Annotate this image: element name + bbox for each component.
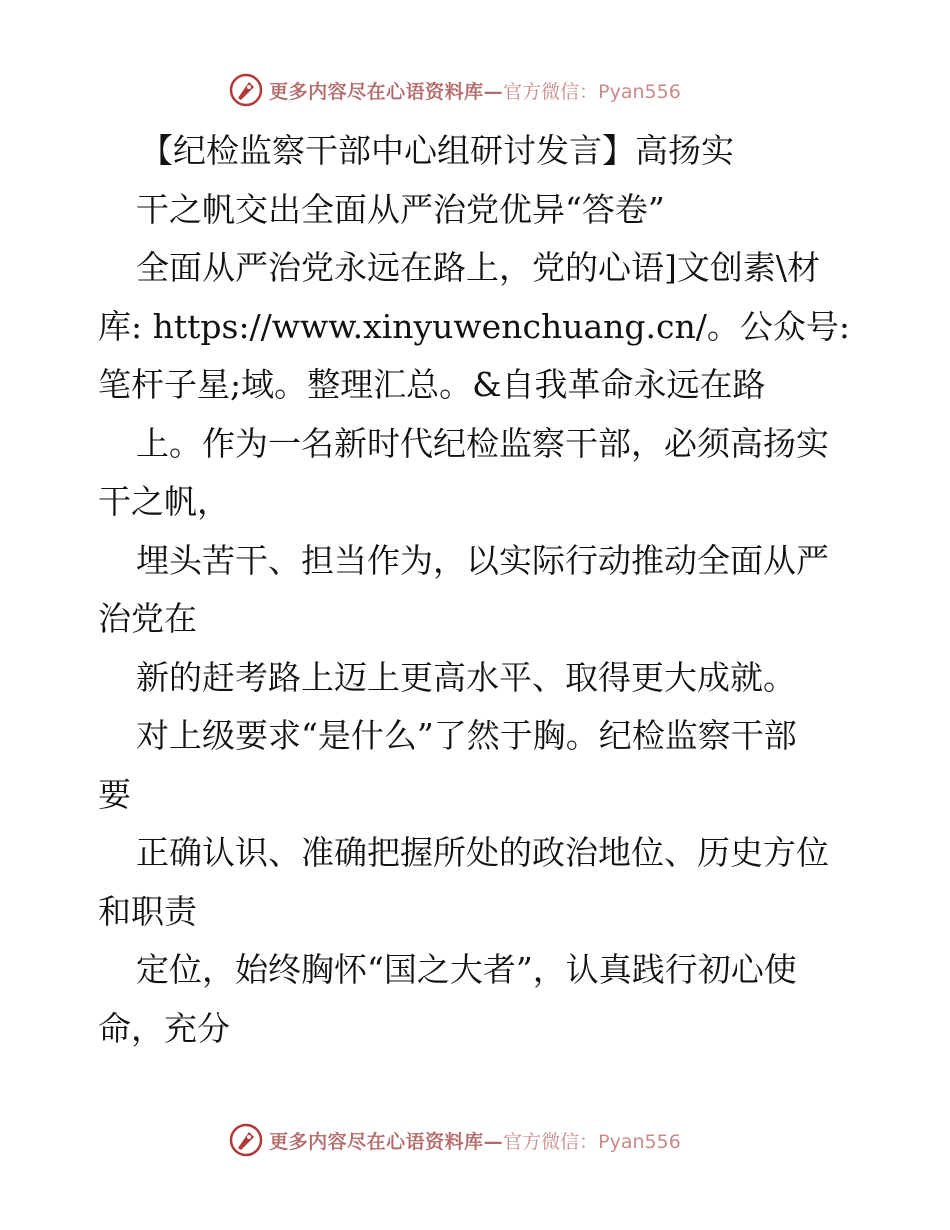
title-line-2: 干之帆交出全面从严治党优异“答卷” xyxy=(136,189,665,229)
body-line: 全面从严治党永远在路上，党的心语]文创素\材 xyxy=(136,248,820,287)
body-line: 治党在 xyxy=(98,599,197,638)
body-line: 库: https://www.xinyuwenchuang.cn/。公众号: xyxy=(98,306,850,346)
body-line: 新的赶考路上迈上更高水平、取得更大成就。 xyxy=(136,657,796,697)
body-line: 命，充分 xyxy=(98,1008,230,1048)
document-body xyxy=(98,122,858,1058)
title-line-1: 【纪检监察干部中心组研讨发言】高扬实 xyxy=(140,131,734,170)
header-banner xyxy=(0,70,950,110)
banner-wechat: 官方微信：Pyan556 xyxy=(503,1130,681,1153)
body-line: 干之帆， xyxy=(98,482,230,521)
banner-text: 更多内容尽在心语资料库— xyxy=(269,80,504,103)
body-line: 埋头苦干、担当作为，以实际行动推动全面从严 xyxy=(136,540,829,580)
body-line: 和职责 xyxy=(98,891,197,931)
banner-text: 更多内容尽在心语资料库— xyxy=(269,1130,504,1153)
body-line: 定位，始终胸怀“国之大者”，认真践行初心使 xyxy=(136,950,797,989)
body-line: 上。作为一名新时代纪检监察干部，必须高扬实 xyxy=(136,423,829,463)
pen-nib-logo-icon xyxy=(229,73,263,107)
body-line: 笔杆子星;域。整理汇总。&自我革命永远在路 xyxy=(98,365,766,404)
banner-wechat: 官方微信：Pyan556 xyxy=(503,80,681,103)
pen-nib-logo-icon xyxy=(229,1123,263,1157)
body-line: 对上级要求“是什么”了然于胸。纪检监察干部 xyxy=(136,716,797,755)
body-line: 要 xyxy=(98,774,131,814)
body-line: 正确认识、准确把握所处的政治地位、历史方位 xyxy=(136,833,829,872)
footer-banner xyxy=(0,1120,950,1160)
